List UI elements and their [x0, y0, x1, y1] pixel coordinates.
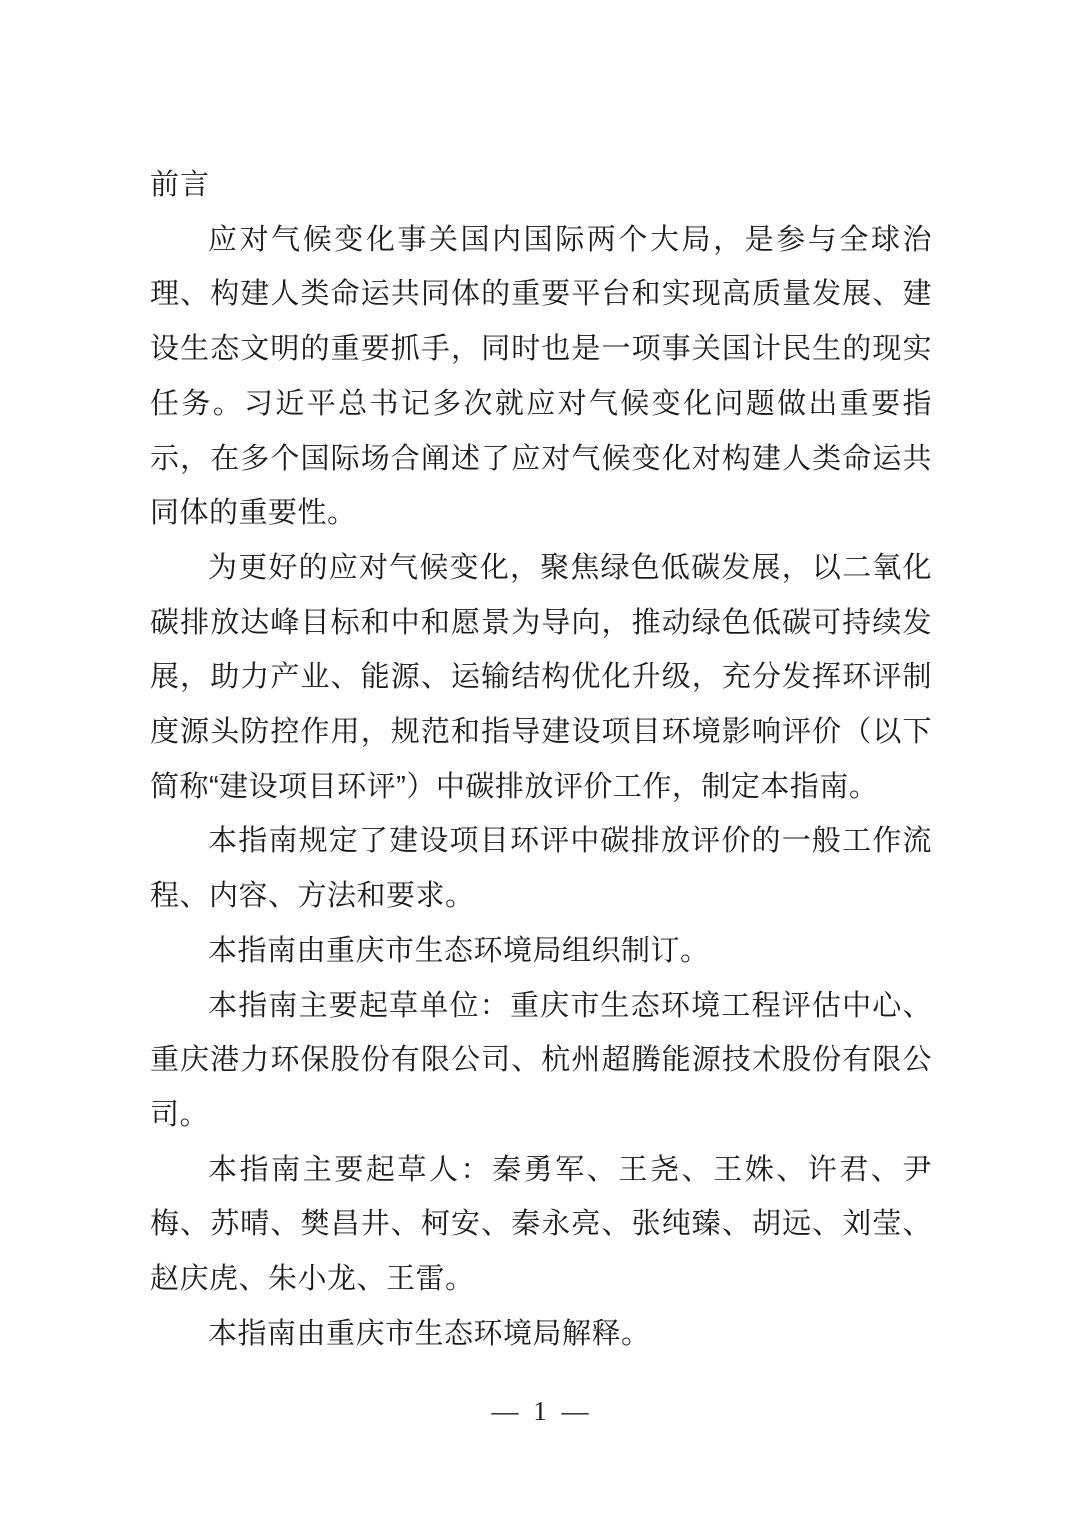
paragraph: 本指南规定了建设项目环评中碳排放评价的一般工作流程、内容、方法和要求。: [150, 825, 932, 913]
paragraph: 为更好的应对气候变化，聚焦绿色低碳发展，以二氧化碳排放达峰目标和中和愿景为导向，推动绿色低碳可持续发展，助力产业、能源、运输结构优化升级，充分发挥环评制度源头防控作用，规范和指导建设项目环境影响评价（以下简称“建设项目环评”）中碳排放评价工作，制定本指南。: [150, 551, 932, 803]
page-number: — 1 —: [491, 1396, 589, 1426]
paragraph: 本指南主要起草单位：重庆市生态环境工程评估中心、重庆港力环保股份有限公司、杭州超腾能源技术股份有限公司。: [150, 989, 932, 1131]
paragraph: 本指南由重庆市生态环境局组织制订。: [208, 934, 710, 967]
section-title: 前言: [150, 169, 211, 201]
paragraph: 应对气候变化事关国内国际两个大局，是参与全球治理、构建人类命运共同体的重要平台和实现高质量发展、建设生态文明的重要抓手，同时也是一项事关国计民生的现实任务。习近平总书记多次就应对气候变化问题做出重要指示，在多个国际场合阐述了应对气候变化对构建人类命运共同体的重要性。: [150, 223, 932, 530]
paragraph-container: [150, 213, 932, 1362]
paragraph: 本指南由重庆市生态环境局解释。: [208, 1317, 651, 1350]
paragraph: 本指南主要起草人：秦勇军、王尧、王姝、许君、尹梅、苏晴、樊昌井、柯安、秦永亮、张纯臻、胡远、刘莹、赵庆虎、朱小龙、王雷。: [150, 1153, 932, 1296]
document-content: [150, 158, 932, 1361]
